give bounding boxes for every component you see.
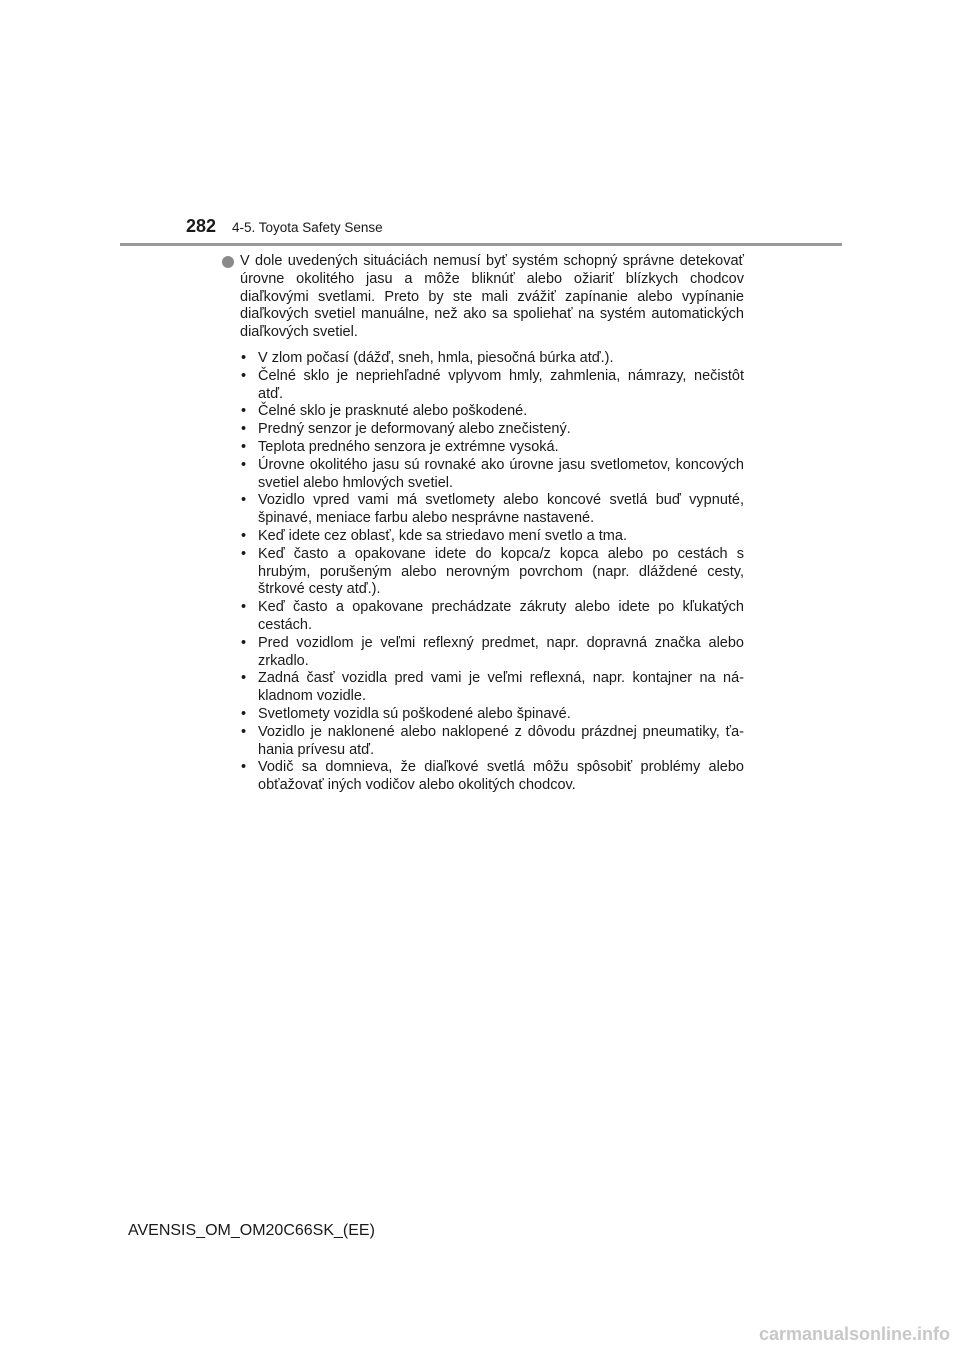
list-item bbox=[240, 439, 744, 457]
document-code: AVENSIS_OM_OM20C66SK_(EE) bbox=[128, 1222, 375, 1239]
list-item bbox=[240, 403, 744, 421]
list-item bbox=[240, 368, 744, 404]
list-item-text: Svetlomety vozidla sú poškodené alebo špinavé. bbox=[258, 705, 571, 722]
list-item bbox=[240, 599, 744, 635]
list-item-text: Čelné sklo je prasknuté alebo poškodené. bbox=[258, 403, 528, 420]
list-item-text: Keď často a opakovane prechádzate zákruty alebo idete po kľukatých cestách. bbox=[258, 599, 744, 633]
main-content bbox=[222, 253, 744, 795]
list-item bbox=[240, 528, 744, 546]
bullet-mark: • bbox=[241, 599, 247, 616]
list-item bbox=[240, 350, 744, 368]
list-item-text: Vodič sa domnieva, že diaľkové svetlá môžu spôsobiť problémy alebo obťažovať iných vodičov alebo okolitých chodcov. bbox=[258, 759, 744, 794]
bullet-mark: • bbox=[241, 438, 247, 455]
bullet-mark: • bbox=[241, 349, 247, 366]
bullet-mark: • bbox=[241, 670, 247, 687]
bullet-mark: • bbox=[241, 705, 247, 722]
bullet-mark: • bbox=[241, 367, 247, 384]
list-item bbox=[240, 457, 744, 493]
intro-text: V dole uvedených situáciách nemusí byť systém schopný správne detekovať úrovne okolitého jasu a môže bliknúť alebo ožiariť blízkych chodcov diaľkovými svetlami. Preto by ste mali zvážiť zapínanie alebo vypínanie diaľkových svetiel manuálne, než ako sa spoliehať na systém automatických diaľkových svetiel. bbox=[240, 253, 744, 341]
list-item-text: Pred vozidlom je veľmi reflexný predmet, napr. dopravná značka alebo zrkadlo. bbox=[258, 634, 744, 669]
list-item bbox=[240, 635, 744, 671]
round-bullet-icon bbox=[222, 256, 234, 268]
list-item-text: Úrovne okolitého jasu sú rovnaké ako úrovne jasu svetlometov, koncových svetiel alebo hmlových svetiel. bbox=[258, 456, 744, 491]
list-item bbox=[240, 492, 744, 528]
page-number: 282 bbox=[186, 216, 217, 236]
bullet-mark: • bbox=[241, 403, 247, 420]
watermark: carmanualsonline.info bbox=[758, 1324, 950, 1344]
bullet-mark: • bbox=[241, 456, 247, 473]
list-item bbox=[240, 759, 744, 795]
list-item-text: Teplota predného senzora je extrémne vysoká. bbox=[258, 438, 559, 455]
list-item bbox=[240, 706, 744, 724]
list-item-text: Zadná časť vozidla pred vami je veľmi reflexná, napr. kontajner na nákladnom vozidle. bbox=[258, 670, 744, 705]
bullet-mark: • bbox=[241, 545, 247, 562]
bullet-mark: • bbox=[241, 634, 247, 651]
list-item-text: Vozidlo vpred vami má svetlomety alebo koncové svetlá buď vypnuté, špinavé, meniace farbu alebo nesprávne nastavené. bbox=[258, 492, 744, 527]
list-item-text: Čelné sklo je nepriehľadné vplyvom hmly, zahmlenia, námrazy, nečistôt atď. bbox=[258, 367, 744, 402]
bullet-mark: • bbox=[241, 759, 247, 776]
bullet-mark: • bbox=[241, 723, 247, 740]
bullet-mark: • bbox=[241, 421, 247, 438]
list-item bbox=[240, 421, 744, 439]
list-item-text: Keď často a opakovane idete do kopca/z kopca alebo po cestách s hrubým, porušeným alebo nerovným povrchom (napr. dláždené cesty, štrkové cesty atď.). bbox=[258, 545, 744, 598]
list-item-text: Vozidlo je naklonené alebo naklopené z dôvodu prázdnej pneumatiky, ťahania prívesu atď. bbox=[258, 723, 744, 758]
intro-paragraph bbox=[222, 253, 744, 342]
bullet-mark: • bbox=[241, 527, 247, 544]
list-item-text: Predný senzor je deformovaný alebo znečistený. bbox=[258, 421, 571, 438]
list-item-text: Keď idete cez oblasť, kde sa striedavo mení svetlo a tma. bbox=[258, 527, 627, 544]
bullet-mark: • bbox=[241, 492, 247, 509]
header-rule bbox=[120, 243, 842, 246]
list-item bbox=[240, 546, 744, 599]
section-title: 4-5. Toyota Safety Sense bbox=[232, 220, 383, 235]
list-item-text: V zlom počasí (dážď, sneh, hmla, piesočná búrka atď.). bbox=[258, 349, 614, 366]
list-item bbox=[240, 670, 744, 706]
condition-list bbox=[222, 350, 744, 795]
list-item bbox=[240, 724, 744, 760]
